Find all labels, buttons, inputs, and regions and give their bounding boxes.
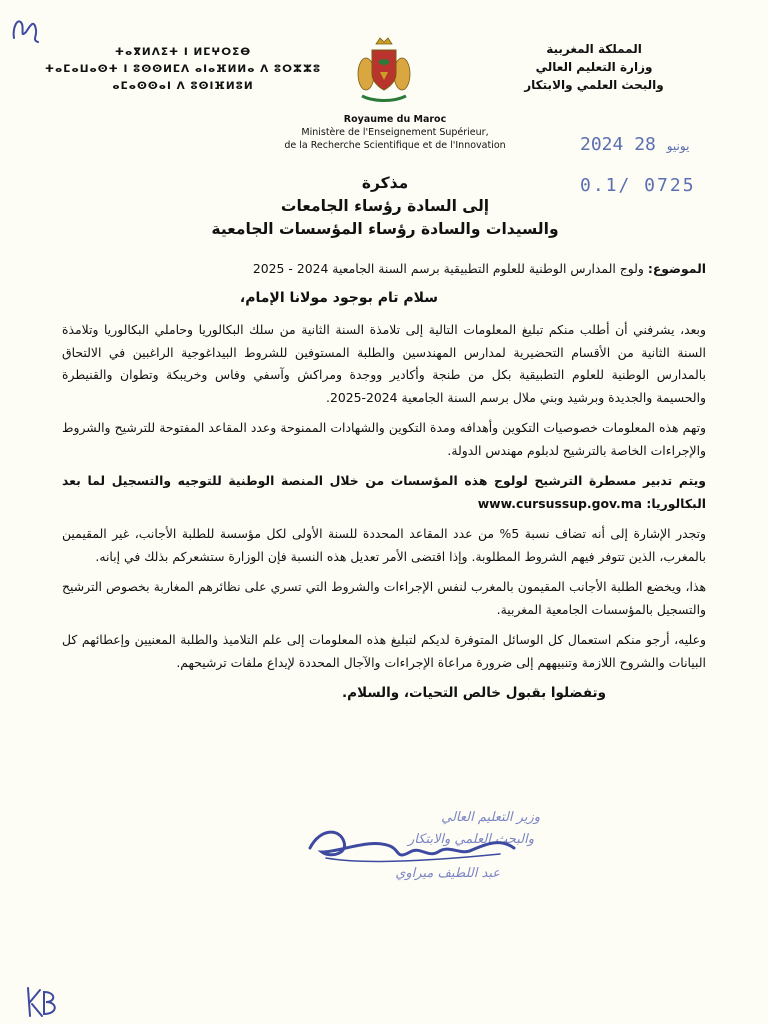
handwritten-initials-bottom <box>22 984 62 1020</box>
tifinagh-line: ⴰⵎⴰⵙⵙⴰⵏ ⴷ ⵓⵙⵏⴼⵍⵓⵍ <box>112 80 254 92</box>
signature-name: عبد اللطيف ميراوي <box>395 866 500 881</box>
subject-line <box>62 258 706 281</box>
minister-signature <box>300 808 540 898</box>
french-ministry-header <box>250 113 540 152</box>
body-paragraph: هذا، ويخضع الطلبة الأجانب المقيمون بالمغرب لنفس الإجراءات والشروط التي تسري على نظائرهم المغاربة بخصوص الترشيح والتسجيل بالمؤسسات الجامعية المغربية. <box>62 579 706 617</box>
stamp-day: 28 <box>634 134 656 155</box>
body-paragraph: وبعد، يشرفني أن أطلب منكم تبليغ المعلومات التالية إلى تلامذة السنة الثانية من سلك البكالوريا وحاملي البكالوريا وتلامذة السنة الثانية من الأقسام التحضيرية لمدارس المهندسين والطلبة المستوفين للشروط البيداغوجية الراغبين في الالتحاق بالمدارس الوطنية للعلوم التطبيقية بكل من طنجة وأكادير ووجدة ومراكش وآسفي وفاس وخريبكة وتطوان والقنيطرة والحسيمة والجديدة وبرشيد وبني ملال برسم السنة الجامعية 2024-2025. <box>62 322 706 405</box>
tifinagh-line: ⵜⴰⵎⴰⵡⴰⵙⵜ ⵏ ⵓⵙⵙⵍⵎⴷ ⴰⵏⴰⴼⵍⵍⴰ ⴷ ⵓⵔⵣⵣⵓ <box>44 63 322 75</box>
closing-salutation: وتفضلوا بقبول خالص التحيات، والسلام. <box>342 685 606 701</box>
date-stamp <box>580 134 689 155</box>
tifinagh-header <box>38 44 328 95</box>
memo-title <box>150 172 620 241</box>
arabic-header-line: المملكة المغربية <box>546 42 642 56</box>
handwritten-initials-top <box>8 8 42 48</box>
arabic-header-line: وزارة التعليم العالي <box>535 60 653 74</box>
stamp-year: 2024 <box>580 134 624 155</box>
signature-title-line: وزير التعليم العالي <box>441 810 540 825</box>
arabic-header-line: والبحث العلمي والابتكار <box>524 78 664 92</box>
arabic-ministry-header <box>474 40 714 94</box>
signature-title-line: والبحث العلمي والابتكار <box>408 832 534 847</box>
body-paragraph: وعليه، أرجو منكم استعمال كل الوسائل المتوفرة لديكم لتبليغ هذه المعلومات إلى علم التلاميذ والطلبة المعنيين وإعطائهم كل البيانات والشروح اللازمة وتنبيههم إلى ضرورة مراعاة الإجراءات والآجال المحددة لإيداع ملفات ترشيحهم. <box>62 632 706 670</box>
subject-label: الموضوع: <box>647 261 706 276</box>
subject-text: ولوج المدارس الوطنية للعلوم التطبيقية برسم السنة الجامعية 2024 - 2025 <box>252 261 644 276</box>
body-paragraph: وتهم هذه المعلومات خصوصيات التكوين وأهدافه ومدة التكوين والشهادات الممنوحة وعدد المقاعد المفتوحة للترشيح والشروط والإجراءات الخاصة بالترشيح لدبلوم مهندس الدولة. <box>62 420 706 458</box>
memo-recipients-line: والسيدات والسادة رؤساء المؤسسات الجامعية <box>211 220 559 238</box>
memo-body <box>62 258 706 713</box>
reference-number-stamp: 0.1/ 0725 <box>580 175 696 196</box>
handwritten-signature-scribble <box>300 808 540 898</box>
body-paragraph: وتجدر الإشارة إلى أنه تضاف نسبة 5% من عدد المقاعد المحددة للسنة الأولى لكل مؤسسة للطلبة الأجانب، غير المقيمين بالمغرب، الذين تتوفر فيهم الشروط المطلوبة. وإذا اقتضى الأمر تعديل هذه النسبة فإن الوزارة ستشعركم بذلك في إبانه. <box>62 526 707 564</box>
stamp-month: يونيو <box>666 139 690 153</box>
body-paragraph-platform <box>62 470 706 515</box>
memo-title-line: مذكرة <box>361 174 409 192</box>
french-header-line: de la Recherche Scientifique et de l'Innovation <box>284 140 506 151</box>
tifinagh-line: ⵜⴰⴳⵍⴷⵉⵜ ⵏ ⵍⵎⵖⵔⵉⴱ <box>114 46 252 58</box>
memo-recipients-line: إلى السادة رؤساء الجامعات <box>280 197 490 215</box>
platform-url-link[interactable]: www.cursussup.gov.ma <box>477 495 643 511</box>
royal-coat-of-arms-emblem <box>354 36 414 106</box>
french-header-line: Ministère de l'Enseignement Supérieur, <box>301 127 489 138</box>
french-header-line: Royaume du Maroc <box>343 114 447 125</box>
platform-text: ويتم تدبير مسطرة الترشيح لولوج هذه المؤسسات من خلال المنصة الوطنية للتوجيه والتسجيل لما بعد البكالوريا: <box>62 473 706 511</box>
greeting: سلام تام بوجود مولانا الإمام، <box>239 289 439 306</box>
